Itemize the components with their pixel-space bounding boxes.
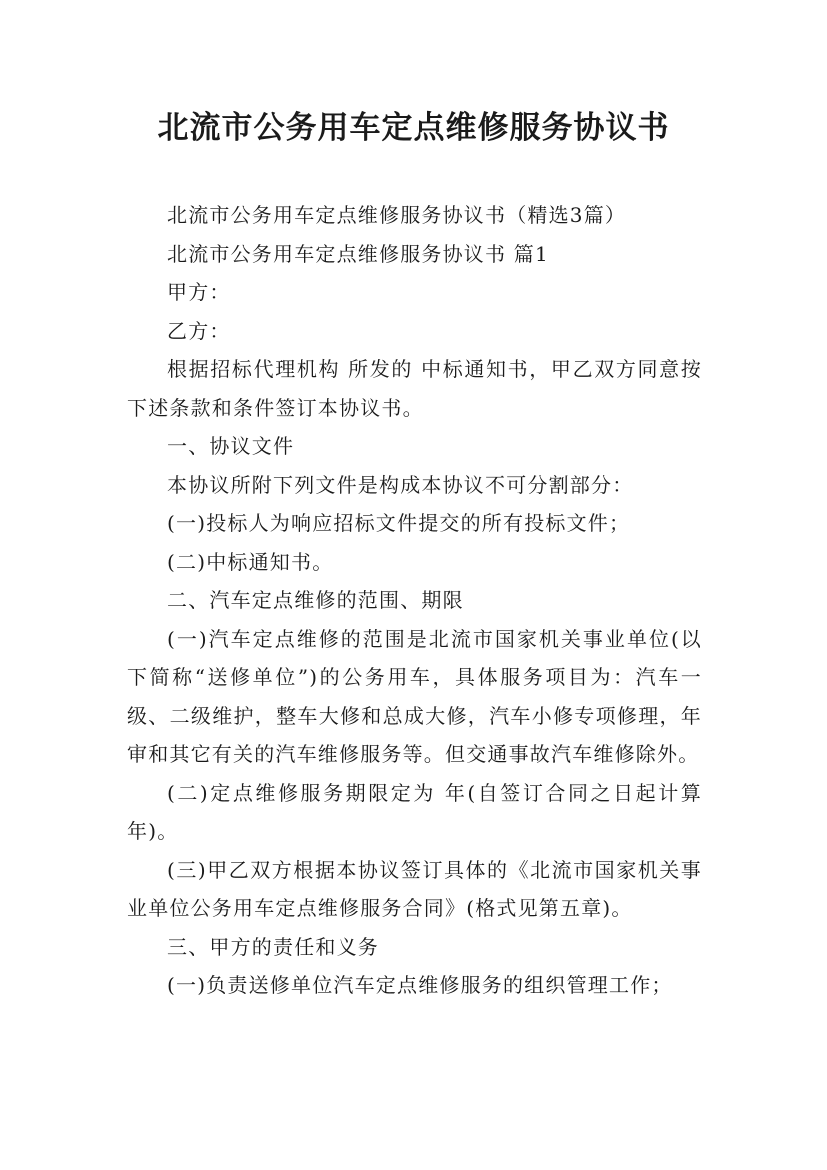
- paragraph-heading-2: 二、汽车定点维修的范围、期限: [167, 588, 464, 612]
- paragraph-section-heading: 北流市公务用车定点维修服务协议书 篇1: [167, 241, 549, 266]
- paragraph-item: (一)负责送修单位汽车定点维修服务的组织管理工作；: [167, 973, 673, 997]
- document-title: 北流市公务用车定点维修服务协议书: [157, 110, 670, 146]
- paragraph-heading-1: 一、协议文件: [167, 434, 295, 458]
- paragraph-text: 本协议所附下列文件是构成本协议不可分割部分：: [167, 472, 634, 497]
- paragraph-item: (二)中标通知书。: [167, 549, 334, 574]
- paragraph-item: (二)定点维修服务期限定为 年(自签订合同之日起计算年)。: [127, 780, 702, 843]
- paragraph-item: (一)投标人为响应招标文件提交的所有投标文件；: [167, 511, 631, 535]
- paragraph-heading-3: 三、甲方的责任和义务: [167, 934, 379, 959]
- paragraph-item: (一)汽车定点维修的范围是北流市国家机关事业单位(以下简称“送修单位”)的公务用车，具体服务项目为：汽车一级、二级维护，整车大修和总成大修，汽车小修专项修理，年审和其它有关的汽车维修服务等。但交通事故汽车维修除外。: [127, 626, 702, 766]
- document-body: [127, 196, 702, 1005]
- paragraph-party-a: 甲方：: [167, 280, 231, 304]
- paragraph-intro: 根据招标代理机构 所发的 中标通知书，甲乙双方同意按下述条款和条件签订本协议书。: [127, 357, 702, 420]
- paragraph-item: (三)甲乙双方根据本协议签订具体的《北流市国家机关事业单位公务用车定点维修服务合同》(格式见第五章)。: [127, 857, 702, 920]
- paragraph-subtitle: 北流市公务用车定点维修服务协议书（精选3篇）: [167, 203, 627, 227]
- paragraph-party-b: 乙方：: [167, 318, 231, 343]
